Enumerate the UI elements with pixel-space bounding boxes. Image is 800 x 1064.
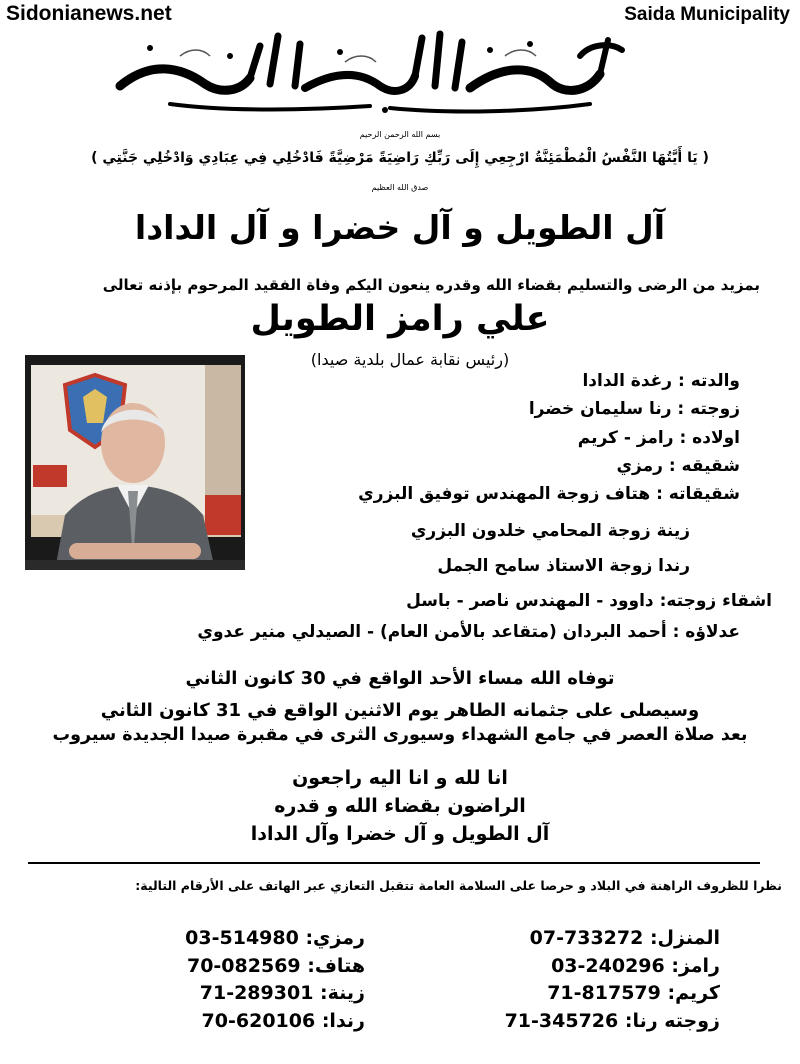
phone-number: 03-240296	[551, 954, 665, 977]
phone-entry	[75, 980, 365, 1008]
site-name: Sidonianews.net	[6, 2, 172, 25]
relative-line: والدته : رغدة الدادا	[582, 371, 740, 391]
relative-line: زوجته : رنا سليمان خضرا	[528, 399, 740, 419]
relative-line: عدلاؤه : أحمد البردان (متقاعد بالأمن العام) - الصيدلي منير عدوي	[197, 622, 740, 642]
relative-line: اولاده : رامز - كريم	[577, 428, 740, 448]
closing-line: انا لله و انا اليه راجعون	[292, 767, 508, 789]
phone-label: زوجته رنا:	[624, 1009, 720, 1032]
phone-label: كريم:	[667, 982, 720, 1004]
phone-label: رندا:	[321, 1009, 365, 1032]
phone-entry	[390, 980, 720, 1008]
deceased-photo	[25, 355, 245, 570]
death-date-line: توفاه الله مساء الأحد الواقع في 30 كانون الثاني	[185, 668, 615, 689]
burial-line: بعد صلاة العصر في جامع الشهداء وسيورى الثرى في مقبرة صيدا الجديدة سيروب	[52, 725, 748, 745]
relative-line: شقيقه : رمزي	[616, 456, 740, 476]
divider	[28, 862, 760, 864]
phone-number: 03-514980	[185, 927, 299, 949]
sadaq-line: صدق الله العظيم	[371, 183, 429, 192]
closing-line: الراضون بقضاء الله و قدره	[274, 795, 526, 817]
phone-entry	[75, 1008, 365, 1036]
intro-line: بمزيد من الرضى والتسليم بقضاء الله وقدره ينعون اليكم وفاة الفقيد المرحوم بإذنه تعالى	[102, 276, 760, 294]
relative-line: اشقاء زوجته: داوود - المهندس ناصر - باسل	[406, 591, 772, 611]
deceased-title: (رئيس نقابة عمال بلدية صيدا)	[310, 350, 510, 369]
quran-verse: ( يَا أَيَّتُهَا النَّفْسُ الْمُطْمَئِنَّةُ ارْجِعِي إِلَى رَبِّكِ رَاضِيَةً مَرْضِيَّةً فَادْخُلِي فِي عِبَادِي وَادْخُلِي جَنَّتِي )	[91, 150, 709, 166]
relative-line: رندا زوجة الاستاذ سامح الجمل	[437, 556, 690, 576]
municipality-label: Saida Municipality	[624, 4, 790, 25]
condolence-notice: نظرا للظروف الراهنة في البلاد و حرصا على السلامة العامة تتقبل التعازي عبر الهاتف على الأرقام التالية:	[135, 878, 782, 893]
phone-number: 71-289301	[199, 982, 314, 1004]
phone-label: رمزي:	[305, 927, 365, 949]
phone-list-left	[75, 925, 365, 1035]
phone-entry	[390, 953, 720, 981]
phone-label: المنزل:	[649, 927, 720, 949]
portrait-illustration	[25, 355, 245, 570]
phone-number: 70-620106	[201, 1009, 316, 1032]
phone-number: 71-345726	[504, 1009, 619, 1032]
phone-number: 07-733272	[529, 927, 644, 949]
deceased-name: علي رامز الطويل	[250, 299, 550, 339]
relative-line: زينة زوجة المحامي خلدون البزري	[410, 521, 690, 541]
phone-entry	[390, 1008, 720, 1036]
closing-line: آل الطويل و آل خضرا وآل الدادا	[250, 823, 550, 845]
families-heading: آل الطويل و آل خضرا و آل الدادا	[134, 208, 666, 247]
basmala: بسم الله الرحمن الرحيم	[359, 130, 441, 139]
phone-number: 71-817579	[547, 982, 661, 1004]
phone-entry	[75, 925, 365, 953]
calligraphy-banner	[110, 26, 630, 116]
phone-label: رامز:	[671, 954, 720, 977]
phone-entry	[75, 953, 365, 981]
relative-line: شقيقاته : هتاف زوجة المهندس توفيق البزري	[358, 484, 740, 504]
phone-number: 70-082569	[186, 954, 301, 977]
phone-entry	[390, 925, 720, 953]
phone-label: زينة:	[320, 982, 365, 1004]
phone-label: هتاف:	[307, 954, 365, 977]
phone-list-right	[390, 925, 720, 1035]
prayer-date-line: وسيصلى على جثمانه الطاهر يوم الاثنين الواقع في 31 كانون الثاني	[100, 700, 700, 721]
